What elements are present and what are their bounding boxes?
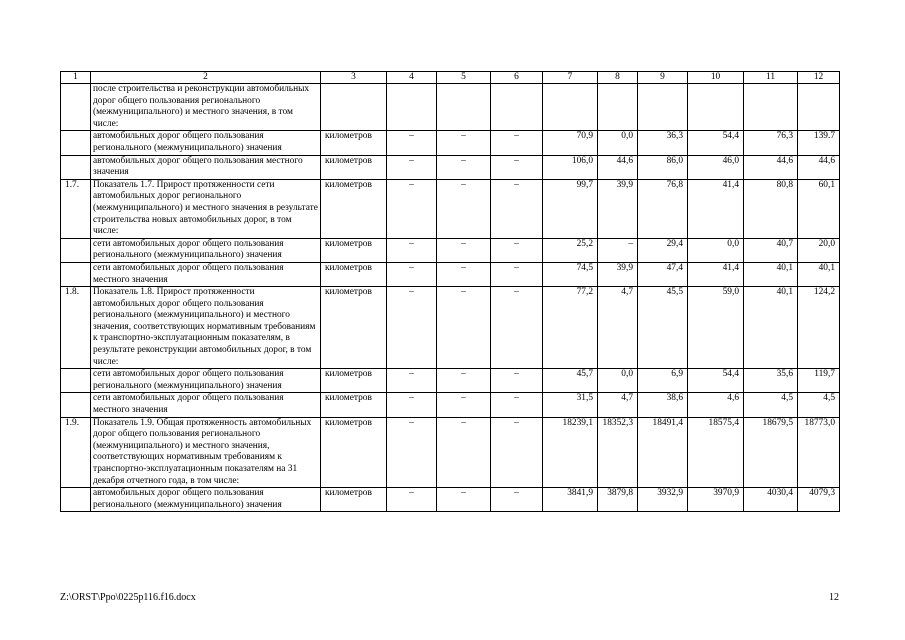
row-col4-cell: – [387, 179, 437, 238]
header-col-11: 11 [744, 72, 798, 84]
row-value-cell: 0,0 [598, 131, 638, 155]
indicators-table [60, 71, 840, 512]
row-col6-cell: – [491, 179, 543, 238]
row-value-cell: 3879,8 [598, 488, 638, 512]
table-row [61, 179, 840, 238]
row-value-cell: 18352,3 [598, 417, 638, 488]
row-value-cell: 0,0 [598, 369, 638, 393]
row-value-cell: 29,4 [638, 238, 688, 262]
row-value-cell: 76,8 [638, 179, 688, 238]
row-description-cell: сети автомобильных дорог общего пользования местного значения [91, 262, 321, 286]
row-col4-cell: – [387, 393, 437, 417]
row-col5-cell: – [437, 417, 491, 488]
row-unit-cell: километров [321, 238, 387, 262]
row-value-cell: 40,1 [744, 287, 798, 369]
row-description-cell: автомобильных дорог общего пользования местного значения [91, 155, 321, 179]
row-col5-cell: – [437, 179, 491, 238]
row-value-cell [798, 84, 840, 131]
header-col-5: 5 [437, 72, 491, 84]
table-row [61, 417, 840, 488]
row-value-cell: 18239,1 [543, 417, 598, 488]
header-col-8: 8 [598, 72, 638, 84]
row-col6-cell: – [491, 262, 543, 286]
row-description-cell: Показатель 1.7. Прирост протяженности сети автомобильных дорог регионального (межмуниципального) и местного значения в результате строительства новых автомобильных дорог, в том числе: [91, 179, 321, 238]
row-value-cell: 46,0 [688, 155, 744, 179]
row-col6-cell [491, 84, 543, 131]
table-row [61, 238, 840, 262]
row-col5-cell: – [437, 131, 491, 155]
row-col6-cell: – [491, 417, 543, 488]
table-row [61, 262, 840, 286]
row-value-cell: 31,5 [543, 393, 598, 417]
row-value-cell: 18575,4 [688, 417, 744, 488]
header-col-2: 2 [91, 72, 321, 84]
row-unit-cell: километров [321, 131, 387, 155]
row-col5-cell: – [437, 155, 491, 179]
row-value-cell: 70,9 [543, 131, 598, 155]
row-col6-cell: – [491, 488, 543, 512]
row-value-cell: – [598, 238, 638, 262]
row-index-cell [61, 488, 91, 512]
row-value-cell: 139.7 [798, 131, 840, 155]
row-col5-cell: – [437, 488, 491, 512]
row-value-cell: 45,7 [543, 369, 598, 393]
row-col6-cell: – [491, 131, 543, 155]
row-unit-cell: километров [321, 417, 387, 488]
row-value-cell: 45,5 [638, 287, 688, 369]
row-value-cell: 40,1 [744, 262, 798, 286]
row-value-cell: 124,2 [798, 287, 840, 369]
row-value-cell: 35,6 [744, 369, 798, 393]
row-unit-cell: километров [321, 287, 387, 369]
row-value-cell: 3841,9 [543, 488, 598, 512]
row-description-cell: сети автомобильных дорог общего пользования регионального (межмуниципального) значения [91, 238, 321, 262]
row-value-cell: 18679,5 [744, 417, 798, 488]
row-value-cell: 99,7 [543, 179, 598, 238]
header-col-6: 6 [491, 72, 543, 84]
row-value-cell: 4,7 [598, 287, 638, 369]
row-value-cell [744, 84, 798, 131]
row-description-cell: автомобильных дорог общего пользования регионального (межмуниципального) значения [91, 488, 321, 512]
row-value-cell: 47,4 [638, 262, 688, 286]
row-unit-cell: километров [321, 179, 387, 238]
row-value-cell: 41,4 [688, 262, 744, 286]
row-col4-cell: – [387, 155, 437, 179]
row-value-cell: 60,1 [798, 179, 840, 238]
row-value-cell: 39,9 [598, 179, 638, 238]
row-col5-cell: – [437, 369, 491, 393]
row-value-cell: 40,7 [744, 238, 798, 262]
row-value-cell: 86,0 [638, 155, 688, 179]
row-col6-cell: – [491, 155, 543, 179]
row-value-cell [638, 84, 688, 131]
header-col-4: 4 [387, 72, 437, 84]
row-col5-cell: – [437, 262, 491, 286]
row-unit-cell: километров [321, 393, 387, 417]
row-index-cell [61, 131, 91, 155]
row-value-cell [598, 84, 638, 131]
row-col6-cell: – [491, 369, 543, 393]
row-description-cell: Показатель 1.9. Общая протяженность автомобильных дорог общего пользования регионального (межмуниципального) и местного значения, соответствующих нормативным требованиям к транспортно-эксплуатационным показателям на 31 декабря отчетного года, в том числе: [91, 417, 321, 488]
header-col-10: 10 [688, 72, 744, 84]
row-index-cell: 1.7. [61, 179, 91, 238]
row-index-cell [61, 393, 91, 417]
row-index-cell: 1.8. [61, 287, 91, 369]
row-value-cell: 20,0 [798, 238, 840, 262]
row-index-cell [61, 369, 91, 393]
row-col5-cell: – [437, 287, 491, 369]
footer-file-path: Z:\ORST\Ppo\0225p116.f16.docx [60, 592, 196, 603]
row-value-cell: 4,7 [598, 393, 638, 417]
row-unit-cell: километров [321, 488, 387, 512]
row-index-cell: 1.9. [61, 417, 91, 488]
row-unit-cell: километров [321, 262, 387, 286]
row-index-cell [61, 84, 91, 131]
row-value-cell: 4,5 [798, 393, 840, 417]
row-value-cell: 6,9 [638, 369, 688, 393]
row-value-cell: 40,1 [798, 262, 840, 286]
row-index-cell [61, 238, 91, 262]
row-description-cell: Показатель 1.8. Прирост протяженности автомобильных дорог общего пользования регионального (межмуниципального) и местного значения, соответствующих нормативным требованиям к транспортно-эксплуатационным показателям, в результате реконструкции автомобильных дорог, в том числе: [91, 287, 321, 369]
row-col4-cell: – [387, 417, 437, 488]
row-value-cell: 44,6 [598, 155, 638, 179]
row-value-cell: 44,6 [798, 155, 840, 179]
row-value-cell: 36,3 [638, 131, 688, 155]
row-index-cell [61, 262, 91, 286]
table-row [61, 488, 840, 512]
header-col-3: 3 [321, 72, 387, 84]
header-col-9: 9 [638, 72, 688, 84]
row-value-cell: 4,6 [688, 393, 744, 417]
row-value-cell [543, 84, 598, 131]
header-col-12: 12 [798, 72, 840, 84]
row-col4-cell: – [387, 238, 437, 262]
table-body [61, 72, 840, 512]
table-row [61, 393, 840, 417]
footer-page-number: 12 [829, 592, 839, 603]
row-description-cell: автомобильных дорог общего пользования регионального (межмуниципального) значения [91, 131, 321, 155]
row-col5-cell: – [437, 238, 491, 262]
table-row [61, 287, 840, 369]
row-col4-cell: – [387, 369, 437, 393]
row-value-cell: 74,5 [543, 262, 598, 286]
row-col6-cell: – [491, 287, 543, 369]
row-unit-cell [321, 84, 387, 131]
row-description-cell: после строительства и реконструкции автомобильных дорог общего пользования регионального (межмуниципального) и местного значения, в том числе: [91, 84, 321, 131]
row-col4-cell [387, 84, 437, 131]
row-value-cell: 41,4 [688, 179, 744, 238]
row-value-cell: 4,5 [744, 393, 798, 417]
row-value-cell: 4030,4 [744, 488, 798, 512]
row-value-cell: 4079,3 [798, 488, 840, 512]
row-value-cell [688, 84, 744, 131]
row-value-cell: 18773,0 [798, 417, 840, 488]
header-col-7: 7 [543, 72, 598, 84]
row-index-cell [61, 155, 91, 179]
row-value-cell: 3932,9 [638, 488, 688, 512]
row-value-cell: 44,6 [744, 155, 798, 179]
row-value-cell: 0,0 [688, 238, 744, 262]
row-value-cell: 119,7 [798, 369, 840, 393]
table-row [61, 84, 840, 131]
row-value-cell: 38,6 [638, 393, 688, 417]
row-description-cell: сети автомобильных дорог общего пользования местного значения [91, 393, 321, 417]
row-value-cell: 18491,4 [638, 417, 688, 488]
row-value-cell: 76,3 [744, 131, 798, 155]
table-row [61, 131, 840, 155]
row-value-cell: 54,4 [688, 131, 744, 155]
row-value-cell: 39,9 [598, 262, 638, 286]
row-col4-cell: – [387, 488, 437, 512]
row-col4-cell: – [387, 131, 437, 155]
row-col6-cell: – [491, 238, 543, 262]
row-description-cell: сети автомобильных дорог общего пользования регионального (межмуниципального) значения [91, 369, 321, 393]
row-value-cell: 106,0 [543, 155, 598, 179]
table-row [61, 369, 840, 393]
header-col-1: 1 [61, 72, 91, 84]
row-value-cell: 3970,9 [688, 488, 744, 512]
row-col5-cell: – [437, 393, 491, 417]
row-unit-cell: километров [321, 155, 387, 179]
row-col5-cell [437, 84, 491, 131]
table-row [61, 155, 840, 179]
row-value-cell: 54,4 [688, 369, 744, 393]
row-col4-cell: – [387, 287, 437, 369]
row-col4-cell: – [387, 262, 437, 286]
row-value-cell: 80,8 [744, 179, 798, 238]
row-value-cell: 77,2 [543, 287, 598, 369]
row-unit-cell: километров [321, 369, 387, 393]
row-value-cell: 25,2 [543, 238, 598, 262]
column-number-header [61, 72, 840, 84]
row-value-cell: 59,0 [688, 287, 744, 369]
row-col6-cell: – [491, 393, 543, 417]
